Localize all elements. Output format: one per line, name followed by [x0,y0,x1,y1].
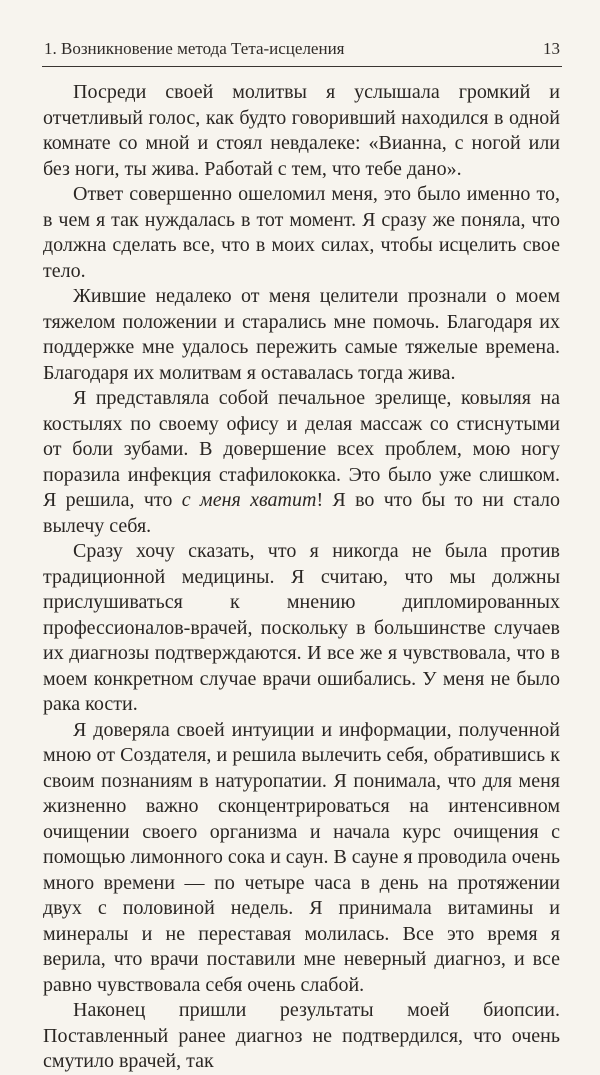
paragraph: Сразу хочу сказать, что я никогда не была против традиционной медицины. Я считаю, что мы должны прислушиваться к мнению дипломированных профессионалов-врачей, поскольку в большинстве случаев их диагнозы подтверждаются. И все же я чувствовала, что в моем конкретном случае врачи ошибались. У меня не было рака кости. [43,540,560,715]
paragraph-text: Я представляла собой печальное зрелище, ковыляя на костылях по своему офису и делая массаж со стиснутыми от боли зубами. В довершение всех проблем, мою ногу поразила инфекция стафилококка. Это было уже слишком. Я решила, что [43,387,560,511]
paragraph: Ответ совершенно ошеломил меня, это было именно то, в чем я так нуждалась в тот момент. Я сразу же поняла, что должна сделать все, что в моих силах, чтобы исцелить свое тело. [43,183,560,282]
page-number: 13 [543,39,560,58]
paragraph: Жившие недалеко от меня целители прознали о моем тяжелом положении и старались мне помочь. Благодаря их поддержке мне удалось пережить самые тяжелые времена. Благодаря их молитвам я оставалась тогда жива. [43,285,560,384]
paragraph: Посреди своей молитвы я услышала громкий и отчетливый голос, как будто говоривший находился в одной комнате со мной и стоял невдалеке: «Вианна, с ногой или без ноги, ты жива. Работай с тем, что тебе дано». [43,81,560,180]
paragraph-text: ! Я во что бы то ни стало вылечу себя. [43,489,561,537]
paragraph [43,386,560,539]
body-text [43,80,560,1075]
paragraph: Я доверяла своей интуиции и информации, полученной мною от Создателя, и решила вылечить себя, обратившись к своим познаниям в натуропатии. Я понимала, что для меня жизненно важно сконцентрироваться на интенсивном очищении своего организма и начала курс очищения с помощью лимонного сока и саун. В сауне я проводила очень много времени — по четыре часа в день на протяжении двух с половиной недель. Я принимала витамины и минералы и не переставая молилась. Все это время я верила, что врачи поставили мне неверный диагноз, и все равно чувствовала себя очень слабой. [43,718,560,996]
chapter-title: 1. Возникновение метода Тета-исцеления [44,39,345,58]
emphasized-phrase: с меня хватит [181,489,317,511]
header-rule [42,66,562,67]
paragraph: Наконец пришли результаты моей биопсии. Поставленный ранее диагноз не подтвердился, что очень смутило врачей, так [43,999,560,1072]
